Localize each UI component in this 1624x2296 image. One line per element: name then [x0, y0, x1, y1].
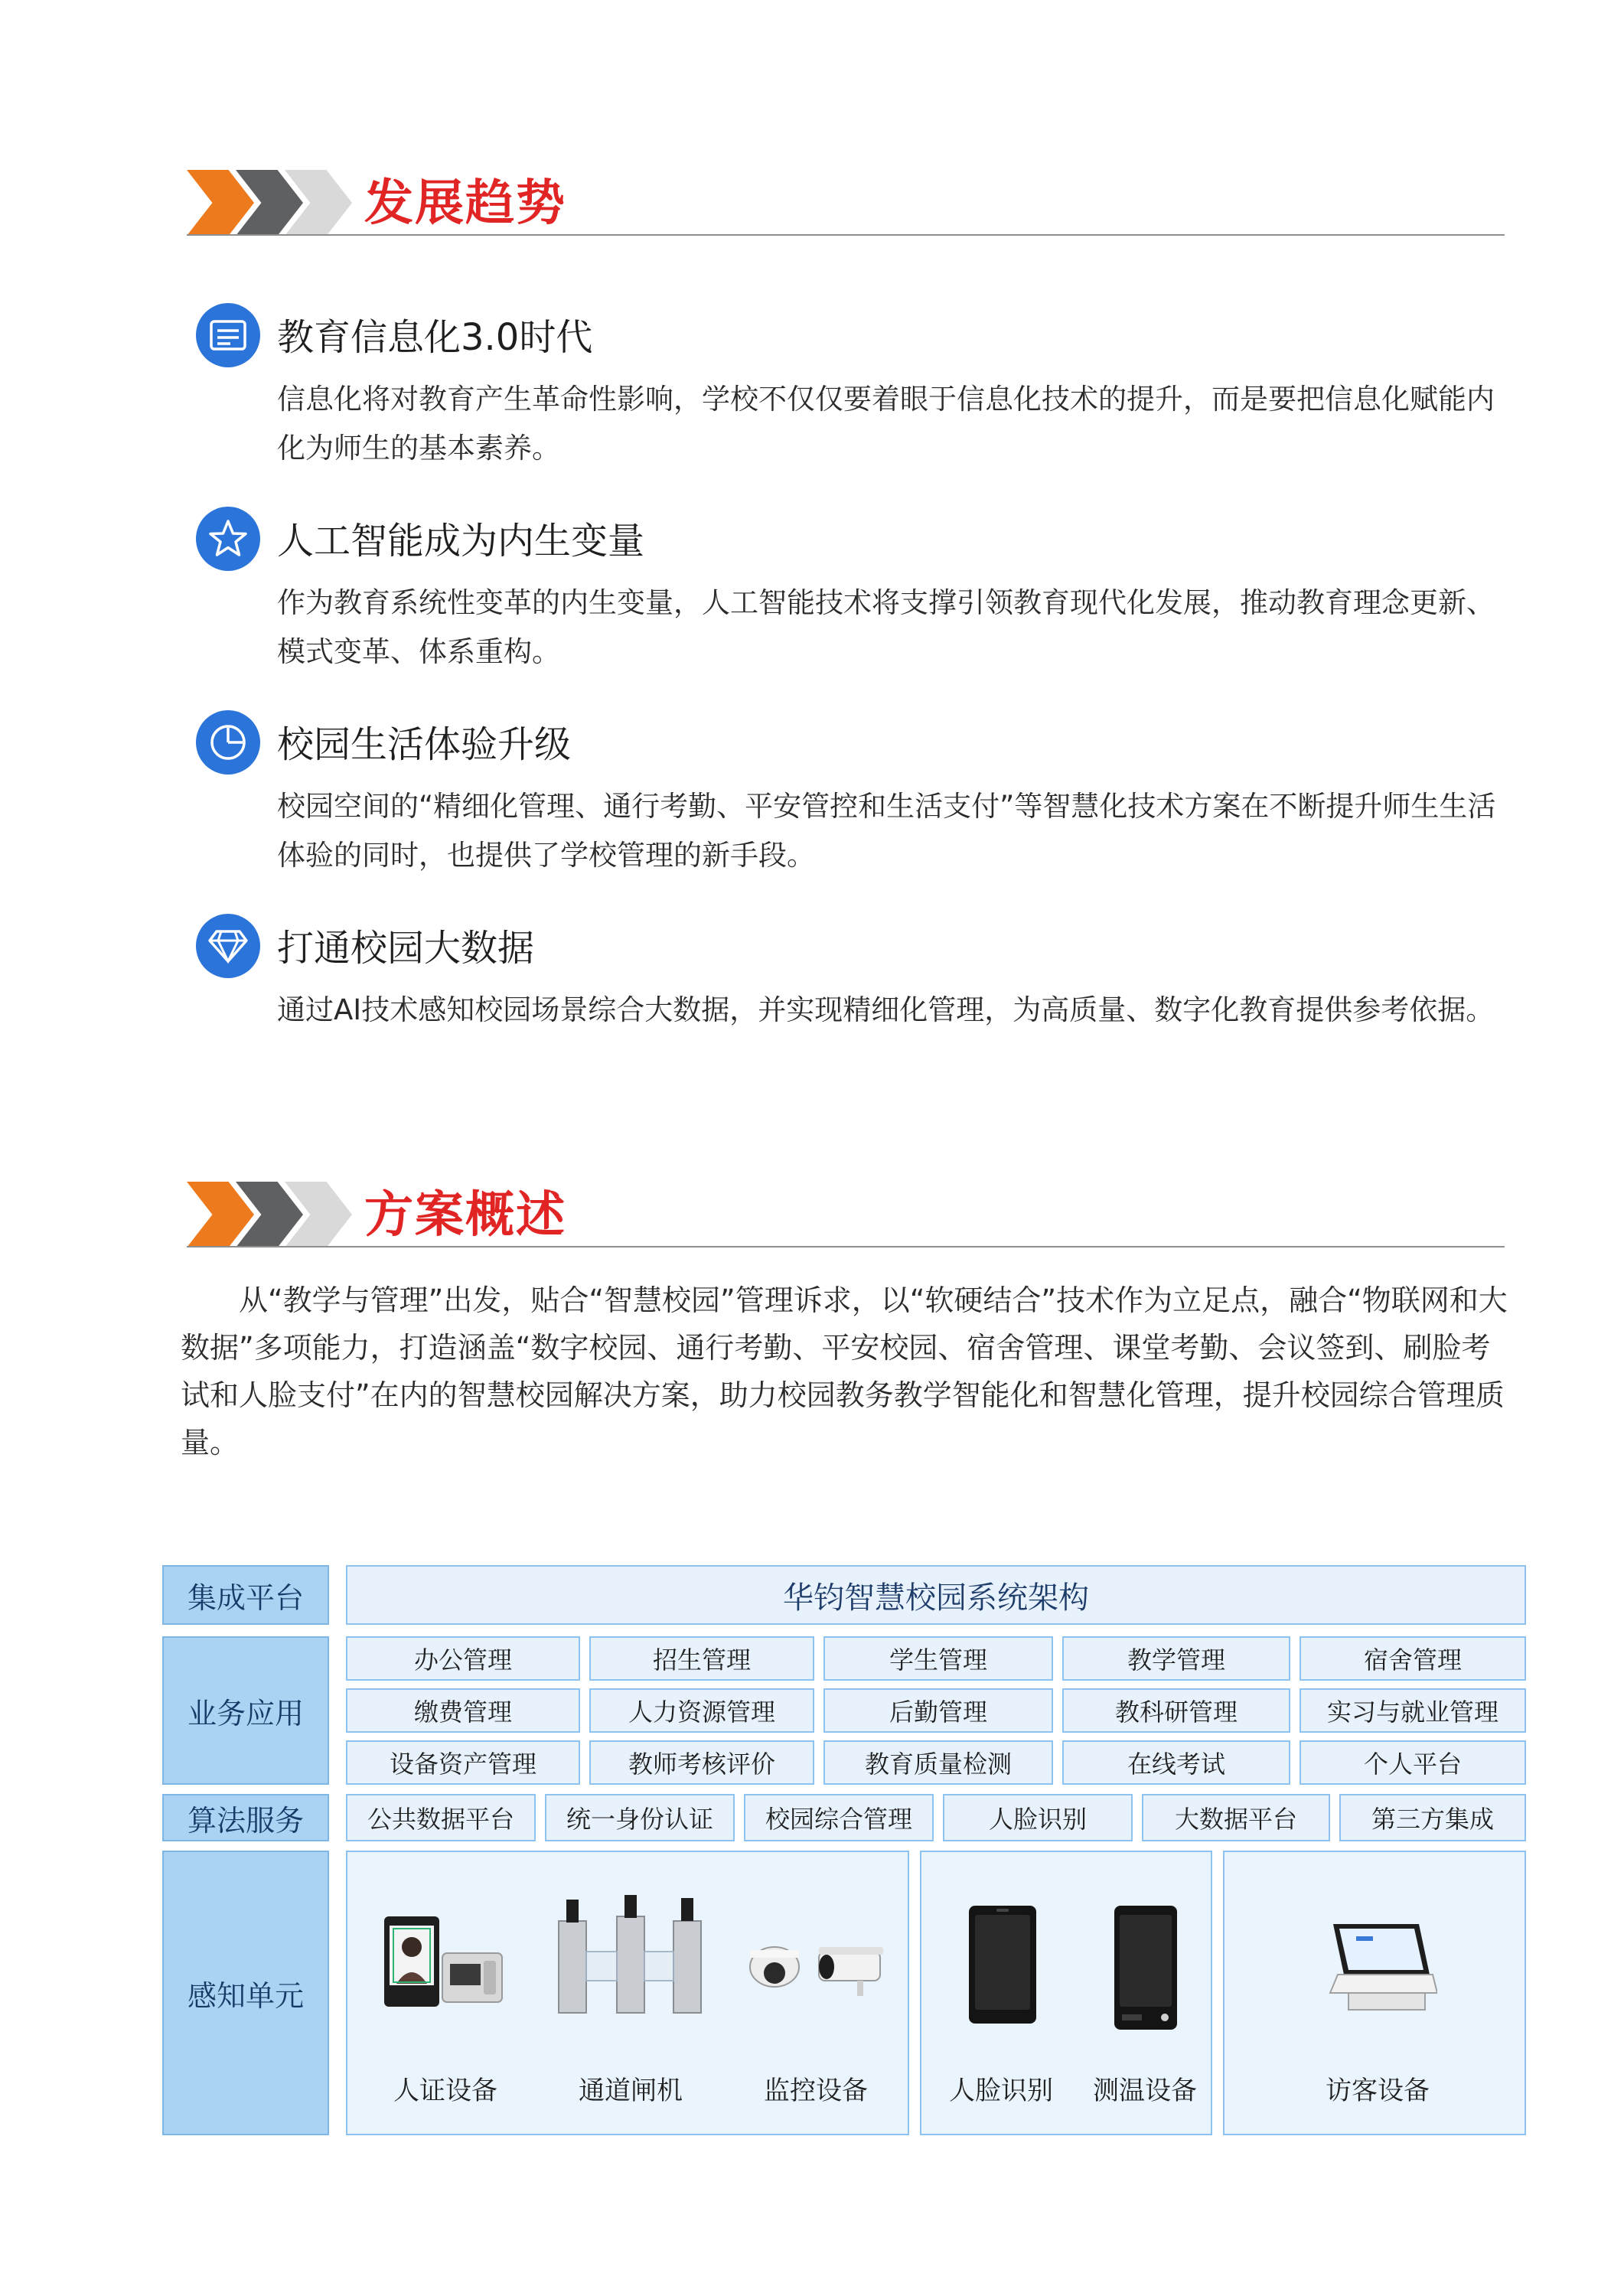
- algorithm-cell: 大数据平台: [1142, 1794, 1330, 1841]
- id-verification-device-icon: [383, 1913, 505, 2013]
- business-cell: 人力资源管理: [589, 1688, 814, 1733]
- label-platform: 集成平台: [162, 1565, 329, 1625]
- architecture-title: 华钧智慧校园系统架构: [346, 1565, 1526, 1625]
- business-cell: 设备资产管理: [346, 1740, 580, 1785]
- business-cell: 教学管理: [1062, 1636, 1290, 1681]
- temperature-terminal-icon: [1111, 1904, 1180, 2033]
- device-label: 人脸识别: [949, 2076, 1053, 2106]
- visitor-kiosk-icon: [1322, 1916, 1437, 2016]
- business-cell: 教育质量检测: [823, 1740, 1053, 1785]
- trend-text: 作为教育系统性变革的内生变量，人工智能技术将支撑引领教育现代化发展，推动教育理念更新、模式变革、体系重构。: [277, 586, 1495, 668]
- business-cell: 招生管理: [589, 1636, 814, 1681]
- overview-paragraph: 从“教学与管理”出发，贴合“智慧校园”管理诉求，以“软硬结合”技术作为立足点，融合“物联网和大数据”多项能力，打造涵盖“数字校园、通行考勤、平安校园、宿舍管理、课堂考勤、会议签到、刷脸考试和人脸支付”在内的智慧校园解决方案，助力校园教务教学智能化和智慧化管理，提升校园综合管理质量。: [181, 1283, 1508, 1459]
- label-business: 业务应用: [162, 1636, 329, 1785]
- trend-title: 教育信息化3.0时代: [277, 316, 593, 359]
- section-title: 方案概述: [364, 1187, 566, 1244]
- device-label: 人证设备: [393, 2076, 497, 2106]
- device-label: 监控设备: [764, 2076, 868, 2106]
- business-cell: 办公管理: [346, 1636, 580, 1681]
- label-perception: 感知单元: [162, 1851, 329, 2135]
- document-icon: [196, 303, 260, 367]
- business-cell: 学生管理: [823, 1636, 1053, 1681]
- trend-title: 打通校园大数据: [277, 927, 535, 970]
- face-recognition-terminal-icon: [966, 1904, 1039, 2027]
- divider: [187, 1246, 1505, 1247]
- surveillance-camera-icon: [742, 1936, 888, 2005]
- algorithm-cell: 公共数据平台: [346, 1794, 536, 1841]
- section-header-overview: [187, 1171, 1505, 1247]
- device-label: 访客设备: [1326, 2076, 1430, 2106]
- business-cell: 实习与就业管理: [1300, 1688, 1526, 1733]
- trend-text: 通过AI技术感知校园场景综合大数据，并实现精细化管理，为高质量、数字化教育提供参考依据。: [277, 993, 1495, 1026]
- business-cell: 在线考试: [1062, 1740, 1290, 1785]
- star-icon: [196, 507, 260, 571]
- trend-text: 校园空间的“精细化管理、通行考勤、平安管控和生活支付”等智慧化技术方案在不断提升师生生活体验的同时，也提供了学校管理的新手段。: [277, 790, 1496, 872]
- business-cell: 教师考核评价: [589, 1740, 814, 1785]
- business-cell: 后勤管理: [823, 1688, 1053, 1733]
- clock-pie-icon: [196, 710, 260, 775]
- algorithm-cell: 第三方集成: [1339, 1794, 1526, 1841]
- business-cell: 教科研管理: [1062, 1688, 1290, 1733]
- diamond-icon: [196, 914, 260, 978]
- section-title: 发展趋势: [364, 175, 566, 232]
- trend-title: 校园生活体验升级: [277, 723, 572, 766]
- device-label: 测温设备: [1093, 2076, 1197, 2106]
- turnstile-gate-icon: [551, 1890, 712, 2020]
- business-cell: 个人平台: [1300, 1740, 1526, 1785]
- algorithm-cell: 人脸识别: [943, 1794, 1133, 1841]
- algorithm-cell: 统一身份认证: [545, 1794, 735, 1841]
- label-algorithm: 算法服务: [162, 1794, 329, 1841]
- divider: [187, 234, 1505, 236]
- algorithm-cell: 校园综合管理: [744, 1794, 934, 1841]
- trend-text: 信息化将对教育产生革命性影响，学校不仅仅要着眼于信息化技术的提升，而是要把信息化赋能内化为师生的基本素养。: [277, 383, 1495, 465]
- business-cell: 宿舍管理: [1300, 1636, 1526, 1681]
- device-label: 通道闸机: [579, 2076, 683, 2106]
- section-header-trend: [187, 159, 1505, 236]
- trend-title: 人工智能成为内生变量: [277, 520, 645, 563]
- business-cell: 缴费管理: [346, 1688, 580, 1733]
